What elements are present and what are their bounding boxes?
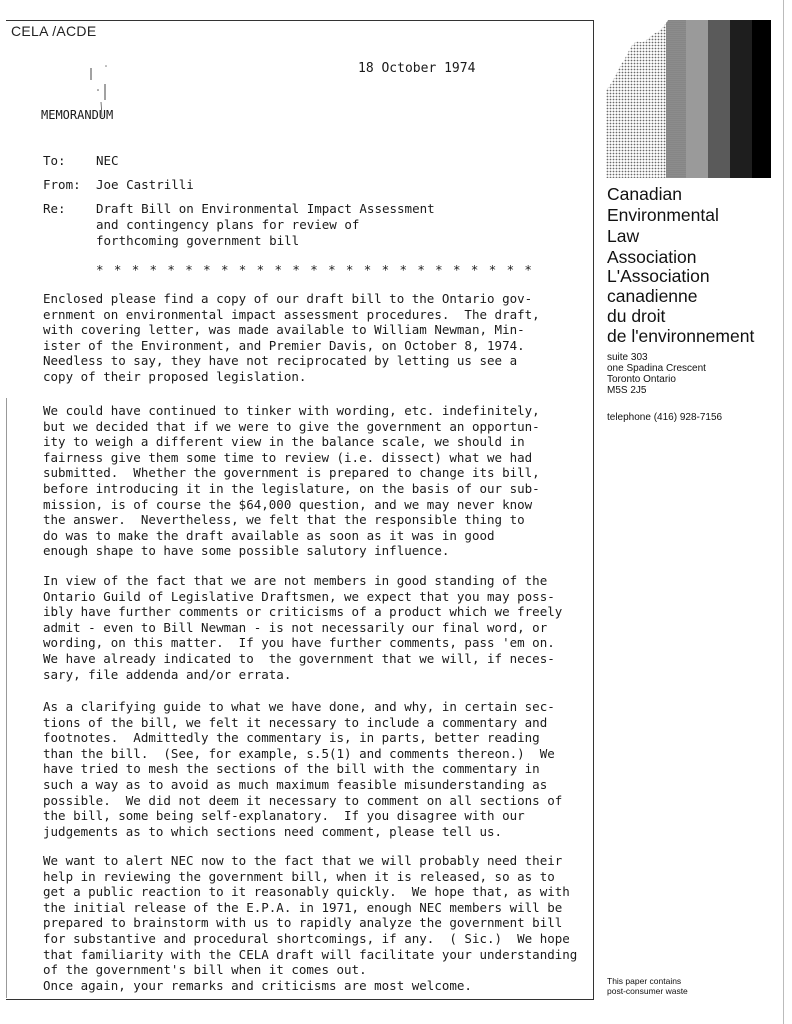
paragraph-2: We could have continued to tinker with wording, etc. indefinitely, but we decided that if we were to give the government an opportun- ity to weigh a different view in the balance scale, we should in fairness give them some time to review (i.e. dissect) what we had submitted. Whether the government is prepared to change its bill, before introducing it in the legislature, on the basis of our sub- mission, is of course the $64,000 question, and we may never know the answer. Nevertheless, we felt that the responsible thing to do was to make the draft available as soon as it was in good enough shape to have some possible salutory influence. <box>43 403 540 559</box>
margin-rule <box>6 398 7 998</box>
re-label: Re: <box>43 201 66 216</box>
re-value: Draft Bill on Environmental Impact Assessment and contingency plans for review of forthcoming government bill <box>96 201 435 248</box>
to-label: To: <box>43 153 66 168</box>
org-name-french: L'Association canadienne du droit de l'environnement <box>607 266 755 346</box>
org-telephone: telephone (416) 928-7156 <box>607 412 723 423</box>
paragraph-5: We want to alert NEC now to the fact that we will probably need their help in reviewing the government bill, when it is released, so as to get a public reaction to it reasonably quickly. We hope that, as with the initial release of the E.P.A. in 1971, enough NEC members will be prepared to brainstorm with us to rapidly analyze the government bill for substantive and procedural shortcomings, if any. ( Sic.) We hope that familiarity with the CELA draft will facilitate your understanding of the government's bill when it comes out. Once again, your remarks and criticisms are most welcome. <box>43 853 578 993</box>
letterhead-logo-graphic <box>606 20 771 178</box>
paragraph-3: In view of the fact that we are not members in good standing of the Ontario Guild of Legislative Draftsmen, we expect that you may poss- ibly have further comments or criticisms of a product which we freely admit - even to Bill Newman - is not necessarily our final word, or wording, on this matter. If you have further comments, pass 'em on. We have already indicated to the government that we will, if neces- sary, file addenda and/or errata. <box>43 573 563 682</box>
paragraph-4: As a clarifying guide to what we have done, and why, in certain sec- tions of the bill, we felt it necessary to include a commentary and footnotes. Admittedly the commentary is, in parts, better reading than the bill. (See, for example, s.5(1) and comments thereon.) We have tried to mesh the sections of the bill with the commentary in such a way as to avoid as much maximum feasible misunderstanding as possible. We did not deem it necessary to comment on all sections of the bill, some being self-explanatory. If you disagree with our judgements as to which sections need comment, please tell us. <box>43 699 563 839</box>
from-value: Joe Castrilli <box>96 177 194 192</box>
recycled-paper-note: This paper contains post-consumer waste <box>607 976 688 996</box>
org-name-english: Canadian Environmental Law Association <box>607 184 719 267</box>
org-code-header: CELA /ACDE <box>11 23 97 39</box>
org-address: suite 303 one Spadina Crescent Toronto Ontario M5S 2J5 <box>607 352 706 396</box>
memo-date: 18 October 1974 <box>358 61 476 76</box>
from-label: From: <box>43 177 81 192</box>
to-value: NEC <box>96 153 119 168</box>
paragraph-1: Enclosed please find a copy of our draft bill to the Ontario gov- ernment on environmental impact assessment procedures. The draft, with covering letter, was made available to William Newman, Min- ister of the Environment, and Premier Davis, on October 8, 1974. Needless to say, they have not reciprocated by letting us see a copy of their proposed legislation. <box>43 291 540 384</box>
memo-title: MEMORANDUM <box>41 108 114 122</box>
page-edge <box>783 0 784 1024</box>
separator-stars: * * * * * * * * * * * * * * * * * * * * * * * * * <box>96 262 534 277</box>
